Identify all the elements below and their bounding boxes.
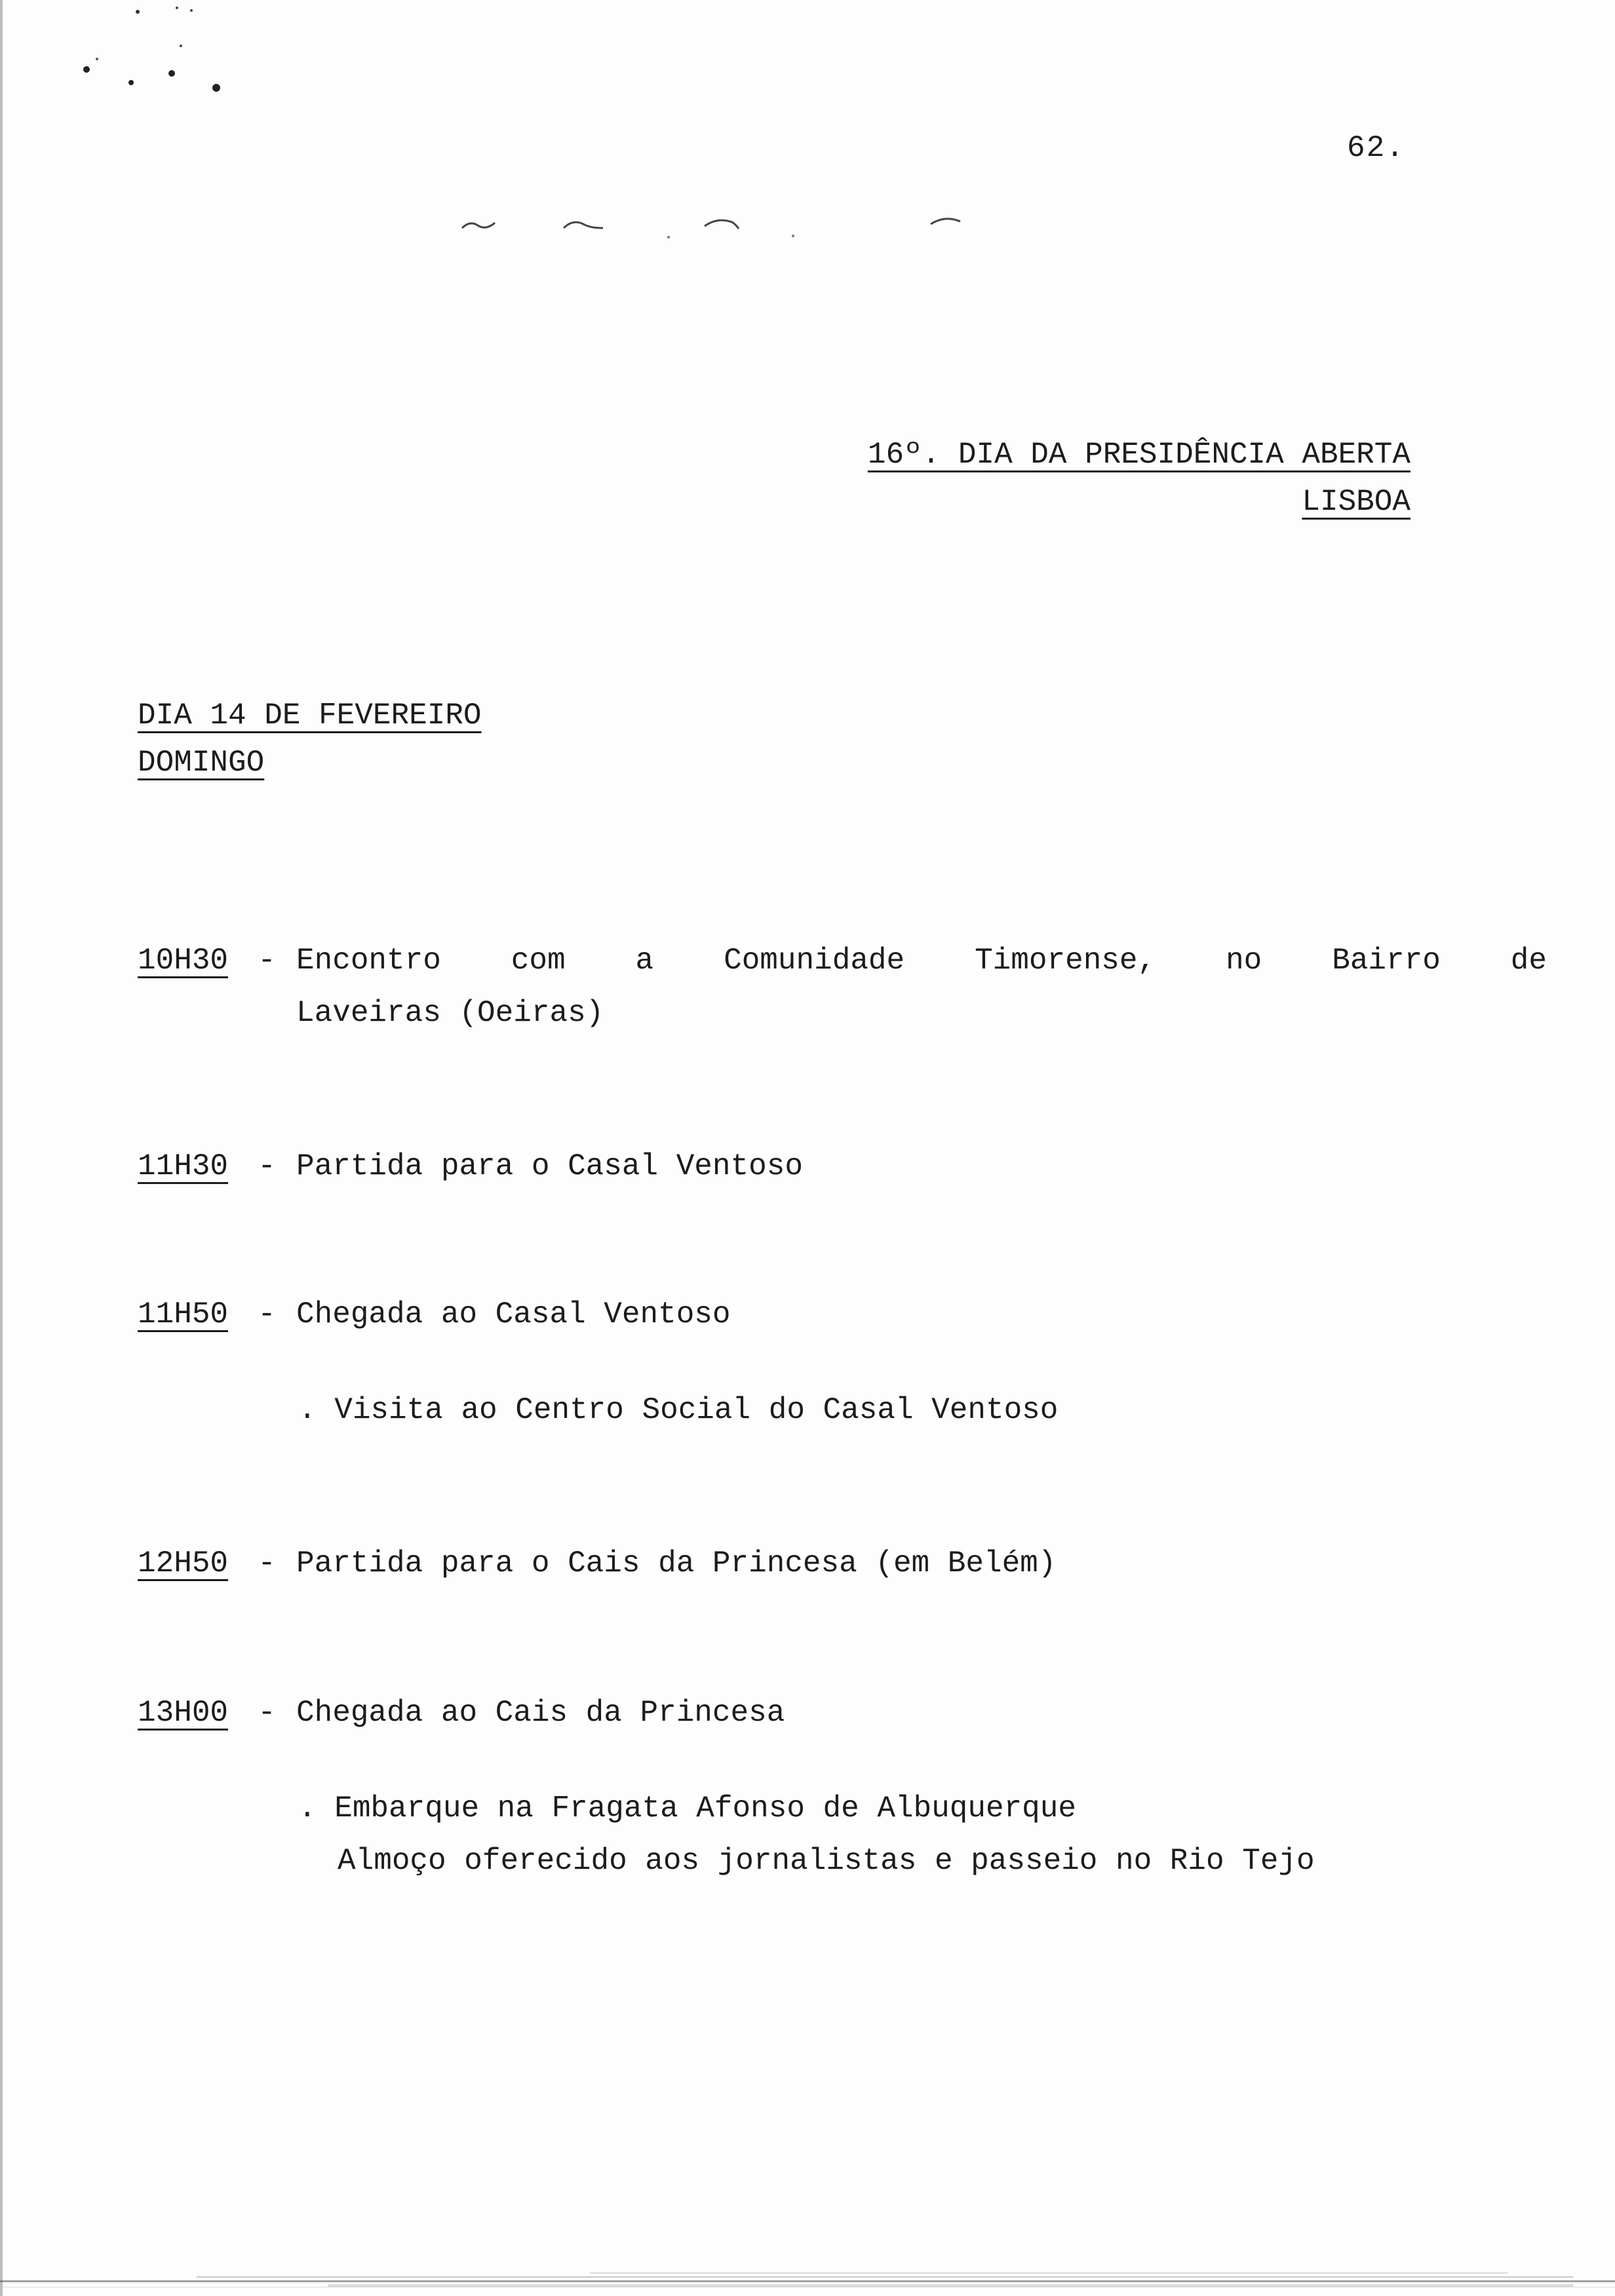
entry-dash: -	[258, 944, 276, 978]
schedule-entry	[138, 1140, 1416, 1193]
date-line: DIA 14 DE FEVEREIRO	[138, 698, 482, 733]
entry-subitem-line: Almoço oferecido aos jornalistas e passeio no Rio Tejo	[338, 1844, 1315, 1878]
entry-dash: -	[258, 1696, 276, 1730]
entry-time: 10H30	[138, 944, 229, 978]
schedule-entry	[138, 1288, 1416, 1341]
entry-time: 12H50	[138, 1546, 229, 1580]
entry-subitem-line: . Embarque na Fragata Afonso de Albuquerque	[298, 1791, 1076, 1826]
header-location: LISBOA	[1302, 485, 1411, 519]
entry-dash: -	[258, 1546, 276, 1580]
entry-text	[296, 1687, 1547, 1739]
scan-left-edge	[0, 0, 3, 2296]
entry-line: Chegada ao Casal Ventoso	[296, 1297, 731, 1331]
schedule-entry	[138, 1687, 1416, 1739]
entry-dash: -	[258, 1297, 276, 1331]
entry-time: 13H00	[138, 1696, 229, 1730]
entry-line: Laveiras (Oeiras)	[296, 996, 604, 1030]
document-header	[868, 431, 1411, 526]
scan-bottom-noise	[0, 2254, 1615, 2296]
schedule-entry	[138, 1537, 1416, 1590]
date-block	[138, 692, 482, 786]
entry-line: Chegada ao Cais da Princesa	[296, 1696, 785, 1730]
page-number: 62.	[1347, 131, 1405, 165]
entry-subitem: . Visita ao Centro Social do Casal Ventoso	[298, 1393, 1059, 1427]
entry-time: 11H50	[138, 1297, 229, 1331]
header-title: 16º. DIA DA PRESIDÊNCIA ABERTA	[867, 438, 1411, 472]
entry-text	[296, 1140, 1547, 1193]
entry-subitem	[298, 1782, 1315, 1887]
schedule-entry	[138, 934, 1547, 1030]
entry-line: Partida para o Casal Ventoso	[296, 1149, 803, 1183]
entry-text	[296, 934, 1547, 1039]
entry-text	[296, 1288, 1547, 1341]
entry-dash: -	[258, 1149, 276, 1183]
entry-time: 11H30	[138, 1149, 229, 1183]
entry-line: Partida para o Cais da Princesa (em Belém)	[296, 1546, 1057, 1580]
weekday-line: DOMINGO	[138, 746, 265, 780]
entry-line: Encontro com a Comunidade Timorense, no Bairro de	[296, 944, 1547, 978]
entry-text	[296, 1537, 1547, 1590]
